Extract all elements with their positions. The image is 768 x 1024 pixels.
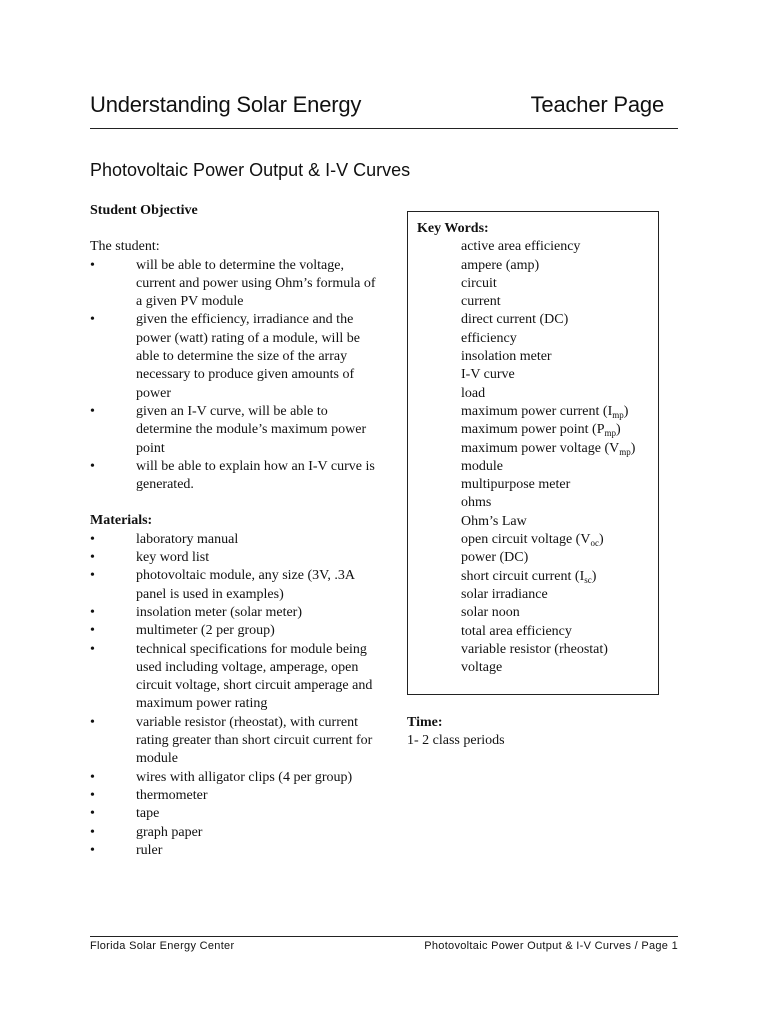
objective-list [90, 257, 380, 495]
key-word-item: maximum power voltage $(V_{mp})$ [461, 440, 636, 457]
key-word-item: solar irradiance [461, 586, 548, 602]
key-word-item: multipurpose meter [461, 477, 571, 493]
key-word-item: ampere (amp) [461, 257, 540, 273]
objective-heading: Student Objective [90, 203, 198, 218]
key-word-item: solar noon [461, 605, 520, 621]
key-word-item: active area efficiency [461, 239, 581, 255]
key-word-item: open circuit voltage $(V_{oc})$ [461, 532, 604, 549]
list-item: • wires with alligator clips (4 per group) [90, 769, 380, 787]
list-item: • tape [90, 805, 380, 823]
time-value: 1- 2 class periods [407, 733, 505, 749]
key-words-list [417, 238, 658, 677]
key-word-item: circuit [461, 275, 497, 291]
footer-divider [90, 936, 678, 937]
time-heading: Time: [407, 715, 443, 730]
key-words-heading: Key Words: [417, 221, 489, 236]
list-item: • given the efficiency, irradiance and the power (watt) rating of a module, will be able to determine the size of the array necessary to produce given amounts of power [90, 311, 380, 402]
key-word-item: efficiency [461, 330, 517, 346]
left-column [90, 202, 380, 860]
time-block [407, 714, 657, 751]
document-title: Understanding Solar Energy [90, 92, 362, 117]
list-item: • will be able to determine the voltage, current and power using Ohm’s formula of a given PV module [90, 257, 380, 312]
list-item: • laboratory manual [90, 531, 380, 549]
footer-page-label: Photovoltaic Power Output & I-V Curves / Page 1 [424, 940, 678, 952]
key-word-item: power (DC) [461, 550, 529, 566]
section-title: Photovoltaic Power Output & I-V Curves [90, 160, 411, 180]
key-word-item: total area efficiency [461, 623, 572, 639]
key-word-item: insolation meter [461, 349, 552, 365]
key-word-item: module [461, 458, 503, 474]
list-item: • variable resistor (rheostat), with current rating greater than short circuit current for module [90, 714, 380, 769]
page-type-label: Teacher Page [530, 92, 664, 117]
key-word-item: voltage [461, 660, 503, 676]
list-item: • graph paper [90, 824, 380, 842]
list-item: • thermometer [90, 787, 380, 805]
list-item: • technical specifications for module being used including voltage, amperage, open circuit voltage, short circuit amperage and maximum power rating [90, 641, 380, 714]
key-word-item: short circuit current $(I_{sc})$ [461, 568, 597, 585]
list-item: • insolation meter (solar meter) [90, 604, 380, 622]
key-word-item: direct current (DC) [461, 312, 569, 328]
list-item: • will be able to explain how an I-V curve is generated. [90, 458, 380, 495]
objective-intro: The student: [90, 239, 160, 255]
materials-list [90, 531, 380, 860]
key-word-item: maximum power current $(I_{mp})$ [461, 403, 629, 420]
list-item: • photovoltaic module, any size (3V, .3A panel is used in examples) [90, 567, 380, 604]
list-item: • key word list [90, 549, 380, 567]
key-words-box [407, 211, 659, 695]
key-word-item: load [461, 385, 486, 401]
key-word-item: current [461, 294, 501, 310]
key-word-item: Ohm’s Law [461, 513, 527, 529]
list-item: • multimeter (2 per group) [90, 622, 380, 640]
footer-organization: Florida Solar Energy Center [90, 940, 235, 952]
materials-heading: Materials: [90, 513, 153, 529]
key-word-item: maximum power point $(P_{mp})$ [461, 422, 621, 439]
list-item: • ruler [90, 842, 380, 860]
list-item: • given an I-V curve, will be able to determine the module’s maximum power point [90, 403, 380, 458]
key-word-item: ohms [461, 495, 492, 511]
header-divider [90, 128, 678, 129]
key-word-item: variable resistor (rheostat) [461, 641, 608, 657]
key-word-item: I-V curve [461, 367, 515, 383]
